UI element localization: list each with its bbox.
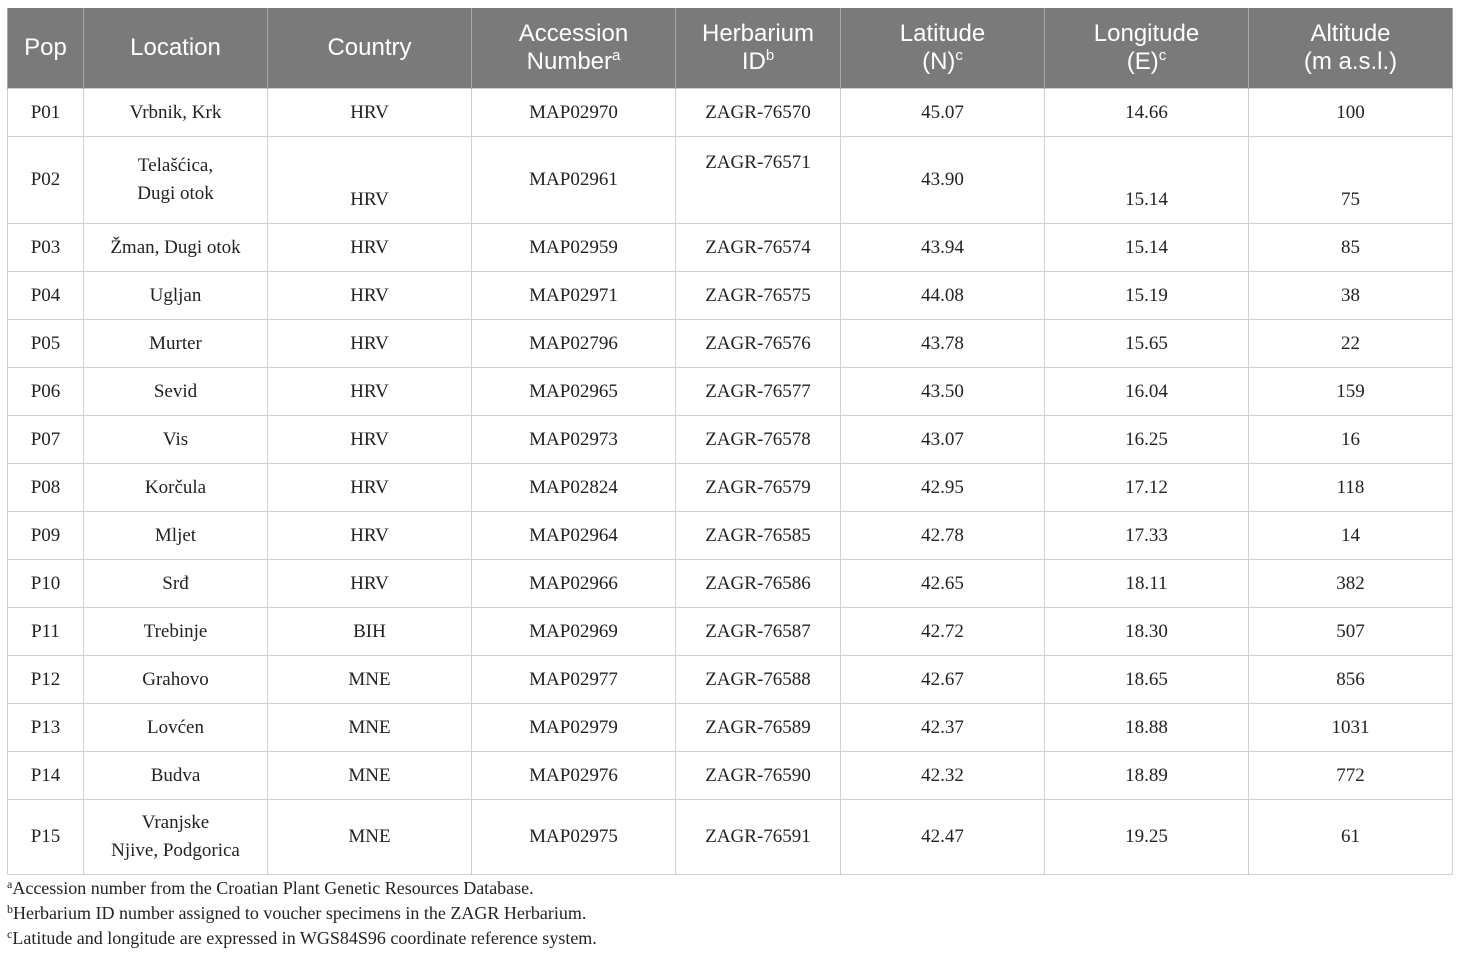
cell-altitude: 16 xyxy=(1249,416,1453,464)
cell-pop: P15 xyxy=(8,800,84,875)
cell-country: HRV xyxy=(268,416,472,464)
header-country: Country xyxy=(268,8,472,89)
footnote-mark: c xyxy=(955,47,963,64)
cell-country: BIH xyxy=(268,608,472,656)
cell-country: HRV xyxy=(268,464,472,512)
cell-accession-number: MAP02976 xyxy=(472,752,676,800)
table-row xyxy=(8,560,1453,608)
cell-herbarium-id: ZAGR-76589 xyxy=(676,704,841,752)
header-altitude: Altitude (m a.s.l.) xyxy=(1249,8,1453,89)
table-body xyxy=(8,89,1453,875)
cell-longitude: 15.65 xyxy=(1045,320,1249,368)
table-row xyxy=(8,416,1453,464)
table-row xyxy=(8,752,1453,800)
cell-longitude: 18.88 xyxy=(1045,704,1249,752)
cell-pop: P12 xyxy=(8,656,84,704)
table-row xyxy=(8,464,1453,512)
table-row xyxy=(8,608,1453,656)
table-row xyxy=(8,272,1453,320)
cell-altitude: 22 xyxy=(1249,320,1453,368)
cell-longitude: 17.12 xyxy=(1045,464,1249,512)
cell-herbarium-id: ZAGR-76591 xyxy=(676,800,841,875)
cell-location: Vis xyxy=(84,416,268,464)
cell-altitude: 856 xyxy=(1249,656,1453,704)
cell-latitude: 43.94 xyxy=(841,224,1045,272)
cell-accession-number: MAP02971 xyxy=(472,272,676,320)
cell-country: HRV xyxy=(268,560,472,608)
cell-pop: P03 xyxy=(8,224,84,272)
header-location: Location xyxy=(84,8,268,89)
cell-herbarium-id: ZAGR-76574 xyxy=(676,224,841,272)
cell-pop: P04 xyxy=(8,272,84,320)
cell-latitude: 44.08 xyxy=(841,272,1045,320)
cell-pop: P13 xyxy=(8,704,84,752)
header-herbarium-id: Herbarium $ID^b$ xyxy=(676,8,841,89)
cell-latitude: 42.47 xyxy=(841,800,1045,875)
populations-table xyxy=(7,8,1453,875)
cell-accession-number: MAP02824 xyxy=(472,464,676,512)
cell-country: MNE xyxy=(268,752,472,800)
cell-accession-number: MAP02961 xyxy=(472,137,676,224)
cell-latitude: 42.72 xyxy=(841,608,1045,656)
cell-herbarium-id: ZAGR-76579 xyxy=(676,464,841,512)
cell-herbarium-id: ZAGR-76578 xyxy=(676,416,841,464)
cell-accession-number: MAP02796 xyxy=(472,320,676,368)
cell-latitude: 42.95 xyxy=(841,464,1045,512)
cell-pop: P14 xyxy=(8,752,84,800)
cell-country: HRV xyxy=(268,368,472,416)
table-row xyxy=(8,89,1453,137)
footnote-mark: c xyxy=(1158,47,1167,64)
cell-herbarium-id: ZAGR-76586 xyxy=(676,560,841,608)
cell-pop: P02 xyxy=(8,137,84,224)
cell-location: Telašćica, Dugi otok xyxy=(84,137,268,224)
cell-altitude: 507 xyxy=(1249,608,1453,656)
table-row xyxy=(8,320,1453,368)
cell-longitude: 15.14 xyxy=(1045,224,1249,272)
cell-latitude: 43.78 xyxy=(841,320,1045,368)
cell-latitude: 43.90 xyxy=(841,137,1045,224)
cell-pop: P10 xyxy=(8,560,84,608)
cell-latitude: 42.67 xyxy=(841,656,1045,704)
cell-latitude: 45.07 xyxy=(841,89,1045,137)
table-row xyxy=(8,656,1453,704)
cell-altitude: 85 xyxy=(1249,224,1453,272)
cell-country: HRV xyxy=(268,89,472,137)
cell-longitude: 14.66 xyxy=(1045,89,1249,137)
cell-country: HRV xyxy=(268,512,472,560)
cell-location: Grahovo xyxy=(84,656,268,704)
cell-altitude: 14 xyxy=(1249,512,1453,560)
cell-location: Vrbnik, Krk xyxy=(84,89,268,137)
cell-herbarium-id: ZAGR-76576 xyxy=(676,320,841,368)
cell-herbarium-id: ZAGR-76571 xyxy=(676,137,841,224)
cell-longitude: 18.89 xyxy=(1045,752,1249,800)
cell-pop: P06 xyxy=(8,368,84,416)
cell-accession-number: MAP02979 xyxy=(472,704,676,752)
cell-country: HRV xyxy=(268,137,472,224)
cell-location: Vranjske Njive, Podgorica xyxy=(84,800,268,875)
cell-pop: P09 xyxy=(8,512,84,560)
cell-country: HRV xyxy=(268,224,472,272)
cell-altitude: 382 xyxy=(1249,560,1453,608)
cell-location: Sevid xyxy=(84,368,268,416)
cell-pop: P01 xyxy=(8,89,84,137)
header-longitude: Longitude $(E)^c$ xyxy=(1045,8,1249,89)
cell-country: MNE xyxy=(268,704,472,752)
footnote-mark: a xyxy=(612,47,621,64)
table-row xyxy=(8,137,1453,224)
cell-altitude: 75 xyxy=(1249,137,1453,224)
cell-country: HRV xyxy=(268,272,472,320)
cell-herbarium-id: ZAGR-76585 xyxy=(676,512,841,560)
cell-altitude: 118 xyxy=(1249,464,1453,512)
table-header xyxy=(8,8,1453,89)
cell-accession-number: MAP02977 xyxy=(472,656,676,704)
cell-longitude: 15.14 xyxy=(1045,137,1249,224)
cell-pop: P11 xyxy=(8,608,84,656)
header-pop: Pop xyxy=(8,8,84,89)
footnote-b: $^b$Herbarium ID number assigned to voucher specimens in the ZAGR Herbarium. xyxy=(7,902,587,923)
cell-latitude: 42.32 xyxy=(841,752,1045,800)
cell-country: MNE xyxy=(268,656,472,704)
cell-location: Ugljan xyxy=(84,272,268,320)
cell-longitude: 18.30 xyxy=(1045,608,1249,656)
table-row xyxy=(8,800,1453,875)
cell-latitude: 42.37 xyxy=(841,704,1045,752)
cell-location: Mljet xyxy=(84,512,268,560)
cell-latitude: 42.65 xyxy=(841,560,1045,608)
cell-longitude: 18.65 xyxy=(1045,656,1249,704)
cell-location: Srđ xyxy=(84,560,268,608)
cell-pop: P05 xyxy=(8,320,84,368)
cell-longitude: 16.25 xyxy=(1045,416,1249,464)
cell-altitude: 772 xyxy=(1249,752,1453,800)
header-row xyxy=(8,8,1453,89)
cell-location: Lovćen xyxy=(84,704,268,752)
cell-altitude: 38 xyxy=(1249,272,1453,320)
cell-herbarium-id: ZAGR-76590 xyxy=(676,752,841,800)
cell-location: Murter xyxy=(84,320,268,368)
header-latitude: Latitude $(N)^c$ xyxy=(841,8,1045,89)
cell-latitude: 42.78 xyxy=(841,512,1045,560)
cell-longitude: 18.11 xyxy=(1045,560,1249,608)
cell-latitude: 43.50 xyxy=(841,368,1045,416)
cell-longitude: 19.25 xyxy=(1045,800,1249,875)
cell-location: Trebinje xyxy=(84,608,268,656)
cell-accession-number: MAP02973 xyxy=(472,416,676,464)
cell-country: MNE xyxy=(268,800,472,875)
footnote-mark: b xyxy=(765,47,775,64)
cell-altitude: 61 xyxy=(1249,800,1453,875)
cell-longitude: 16.04 xyxy=(1045,368,1249,416)
cell-accession-number: MAP02965 xyxy=(472,368,676,416)
cell-herbarium-id: ZAGR-76587 xyxy=(676,608,841,656)
footnotes xyxy=(7,876,597,951)
cell-herbarium-id: ZAGR-76570 xyxy=(676,89,841,137)
footnote-c: $^c$Latitude and longitude are expressed in WGS84S96 coordinate reference system. xyxy=(7,927,597,948)
cell-latitude: 43.07 xyxy=(841,416,1045,464)
cell-longitude: 17.33 xyxy=(1045,512,1249,560)
cell-herbarium-id: ZAGR-76577 xyxy=(676,368,841,416)
cell-altitude: 159 xyxy=(1249,368,1453,416)
footnote-a: $^a$Accession number from the Croatian Plant Genetic Resources Database. xyxy=(7,877,534,898)
cell-accession-number: MAP02959 xyxy=(472,224,676,272)
cell-location: Korčula xyxy=(84,464,268,512)
cell-accession-number: MAP02970 xyxy=(472,89,676,137)
cell-longitude: 15.19 xyxy=(1045,272,1249,320)
cell-accession-number: MAP02969 xyxy=(472,608,676,656)
cell-accession-number: MAP02964 xyxy=(472,512,676,560)
table-row xyxy=(8,368,1453,416)
cell-herbarium-id: ZAGR-76588 xyxy=(676,656,841,704)
cell-location: Žman, Dugi otok xyxy=(84,224,268,272)
cell-altitude: 1031 xyxy=(1249,704,1453,752)
cell-country: HRV xyxy=(268,320,472,368)
cell-pop: P08 xyxy=(8,464,84,512)
cell-accession-number: MAP02966 xyxy=(472,560,676,608)
table-row xyxy=(8,224,1453,272)
cell-pop: P07 xyxy=(8,416,84,464)
header-accession-number: Accession Number$^a$ xyxy=(472,8,676,89)
table-row xyxy=(8,704,1453,752)
cell-herbarium-id: ZAGR-76575 xyxy=(676,272,841,320)
cell-altitude: 100 xyxy=(1249,89,1453,137)
data-table-container xyxy=(7,8,1452,875)
cell-location: Budva xyxy=(84,752,268,800)
table-row xyxy=(8,512,1453,560)
cell-accession-number: MAP02975 xyxy=(472,800,676,875)
